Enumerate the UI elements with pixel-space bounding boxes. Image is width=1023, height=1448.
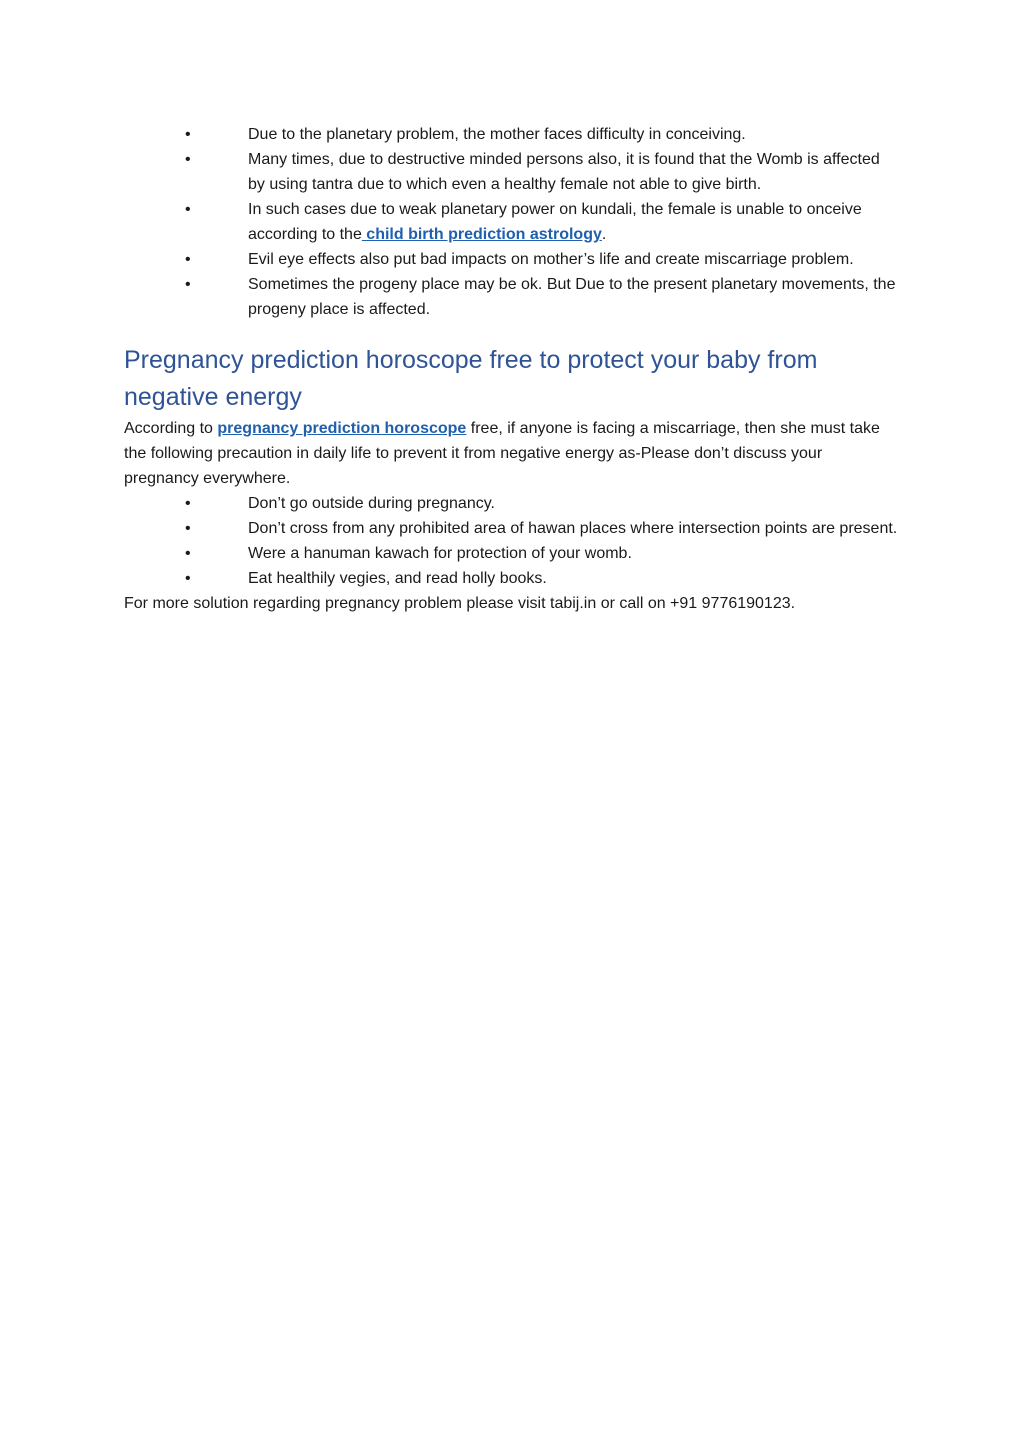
bullet-icon: • bbox=[185, 495, 191, 512]
intro-text-start: According to bbox=[124, 420, 218, 437]
bullet-icon: • bbox=[185, 520, 191, 537]
list-item-text: Were a hanuman kawach for protection of your womb. bbox=[248, 545, 632, 562]
bullet-icon: • bbox=[185, 545, 191, 562]
list-item bbox=[124, 147, 899, 197]
child-birth-prediction-link[interactable]: child birth prediction astrology bbox=[361, 226, 602, 243]
bullet-icon: • bbox=[185, 151, 191, 168]
bullet-icon: • bbox=[185, 201, 191, 218]
list-item bbox=[124, 516, 899, 541]
bullet-icon: • bbox=[185, 251, 191, 268]
list-item bbox=[124, 272, 899, 322]
list-item bbox=[124, 566, 899, 591]
cause-list bbox=[124, 122, 899, 322]
document-page bbox=[124, 122, 899, 616]
intro-text-end: free, if anyone is facing a miscarriage, then she must take the following precaution in daily life to prevent it from negative energy as-Please don’t discuss your pregnancy everywhere. bbox=[124, 420, 880, 487]
precaution-list bbox=[124, 491, 899, 591]
bullet-icon: • bbox=[185, 570, 191, 587]
bullet-icon: • bbox=[185, 276, 191, 293]
section-heading: Pregnancy prediction horoscope free to protect your baby from negative energy bbox=[124, 346, 818, 411]
list-item-text: Don’t cross from any prohibited area of hawan places where intersection points are present. bbox=[248, 520, 898, 537]
list-item-text: Sometimes the progeny place may be ok. But Due to the present planetary movements, the progeny place is affected. bbox=[248, 276, 896, 318]
list-item bbox=[124, 491, 899, 516]
list-item-text: Eat healthily vegies, and read holly books. bbox=[248, 570, 547, 587]
list-item-text-end: . bbox=[601, 226, 607, 243]
closing-paragraph: For more solution regarding pregnancy problem please visit tabij.in or call on +91 9776190123. bbox=[124, 595, 796, 612]
pregnancy-prediction-link[interactable]: pregnancy prediction horoscope bbox=[217, 420, 467, 437]
list-item bbox=[124, 541, 899, 566]
list-item bbox=[124, 122, 899, 147]
bullet-icon: • bbox=[185, 126, 191, 143]
list-item-text: Evil eye effects also put bad impacts on mother’s life and create miscarriage problem. bbox=[248, 251, 854, 268]
list-item-text: Many times, due to destructive minded persons also, it is found that the Womb is affected by using tantra due to which even a healthy female not able to give birth. bbox=[248, 151, 880, 193]
intro-paragraph bbox=[124, 416, 899, 491]
list-item-text: Don’t go outside during pregnancy. bbox=[248, 495, 495, 512]
list-item-text: In such cases due to weak planetary power on kundali, the female is unable to onceive according to the bbox=[248, 201, 862, 243]
list-item bbox=[124, 197, 899, 247]
list-item-text: Due to the planetary problem, the mother faces difficulty in conceiving. bbox=[248, 126, 746, 143]
list-item bbox=[124, 247, 899, 272]
